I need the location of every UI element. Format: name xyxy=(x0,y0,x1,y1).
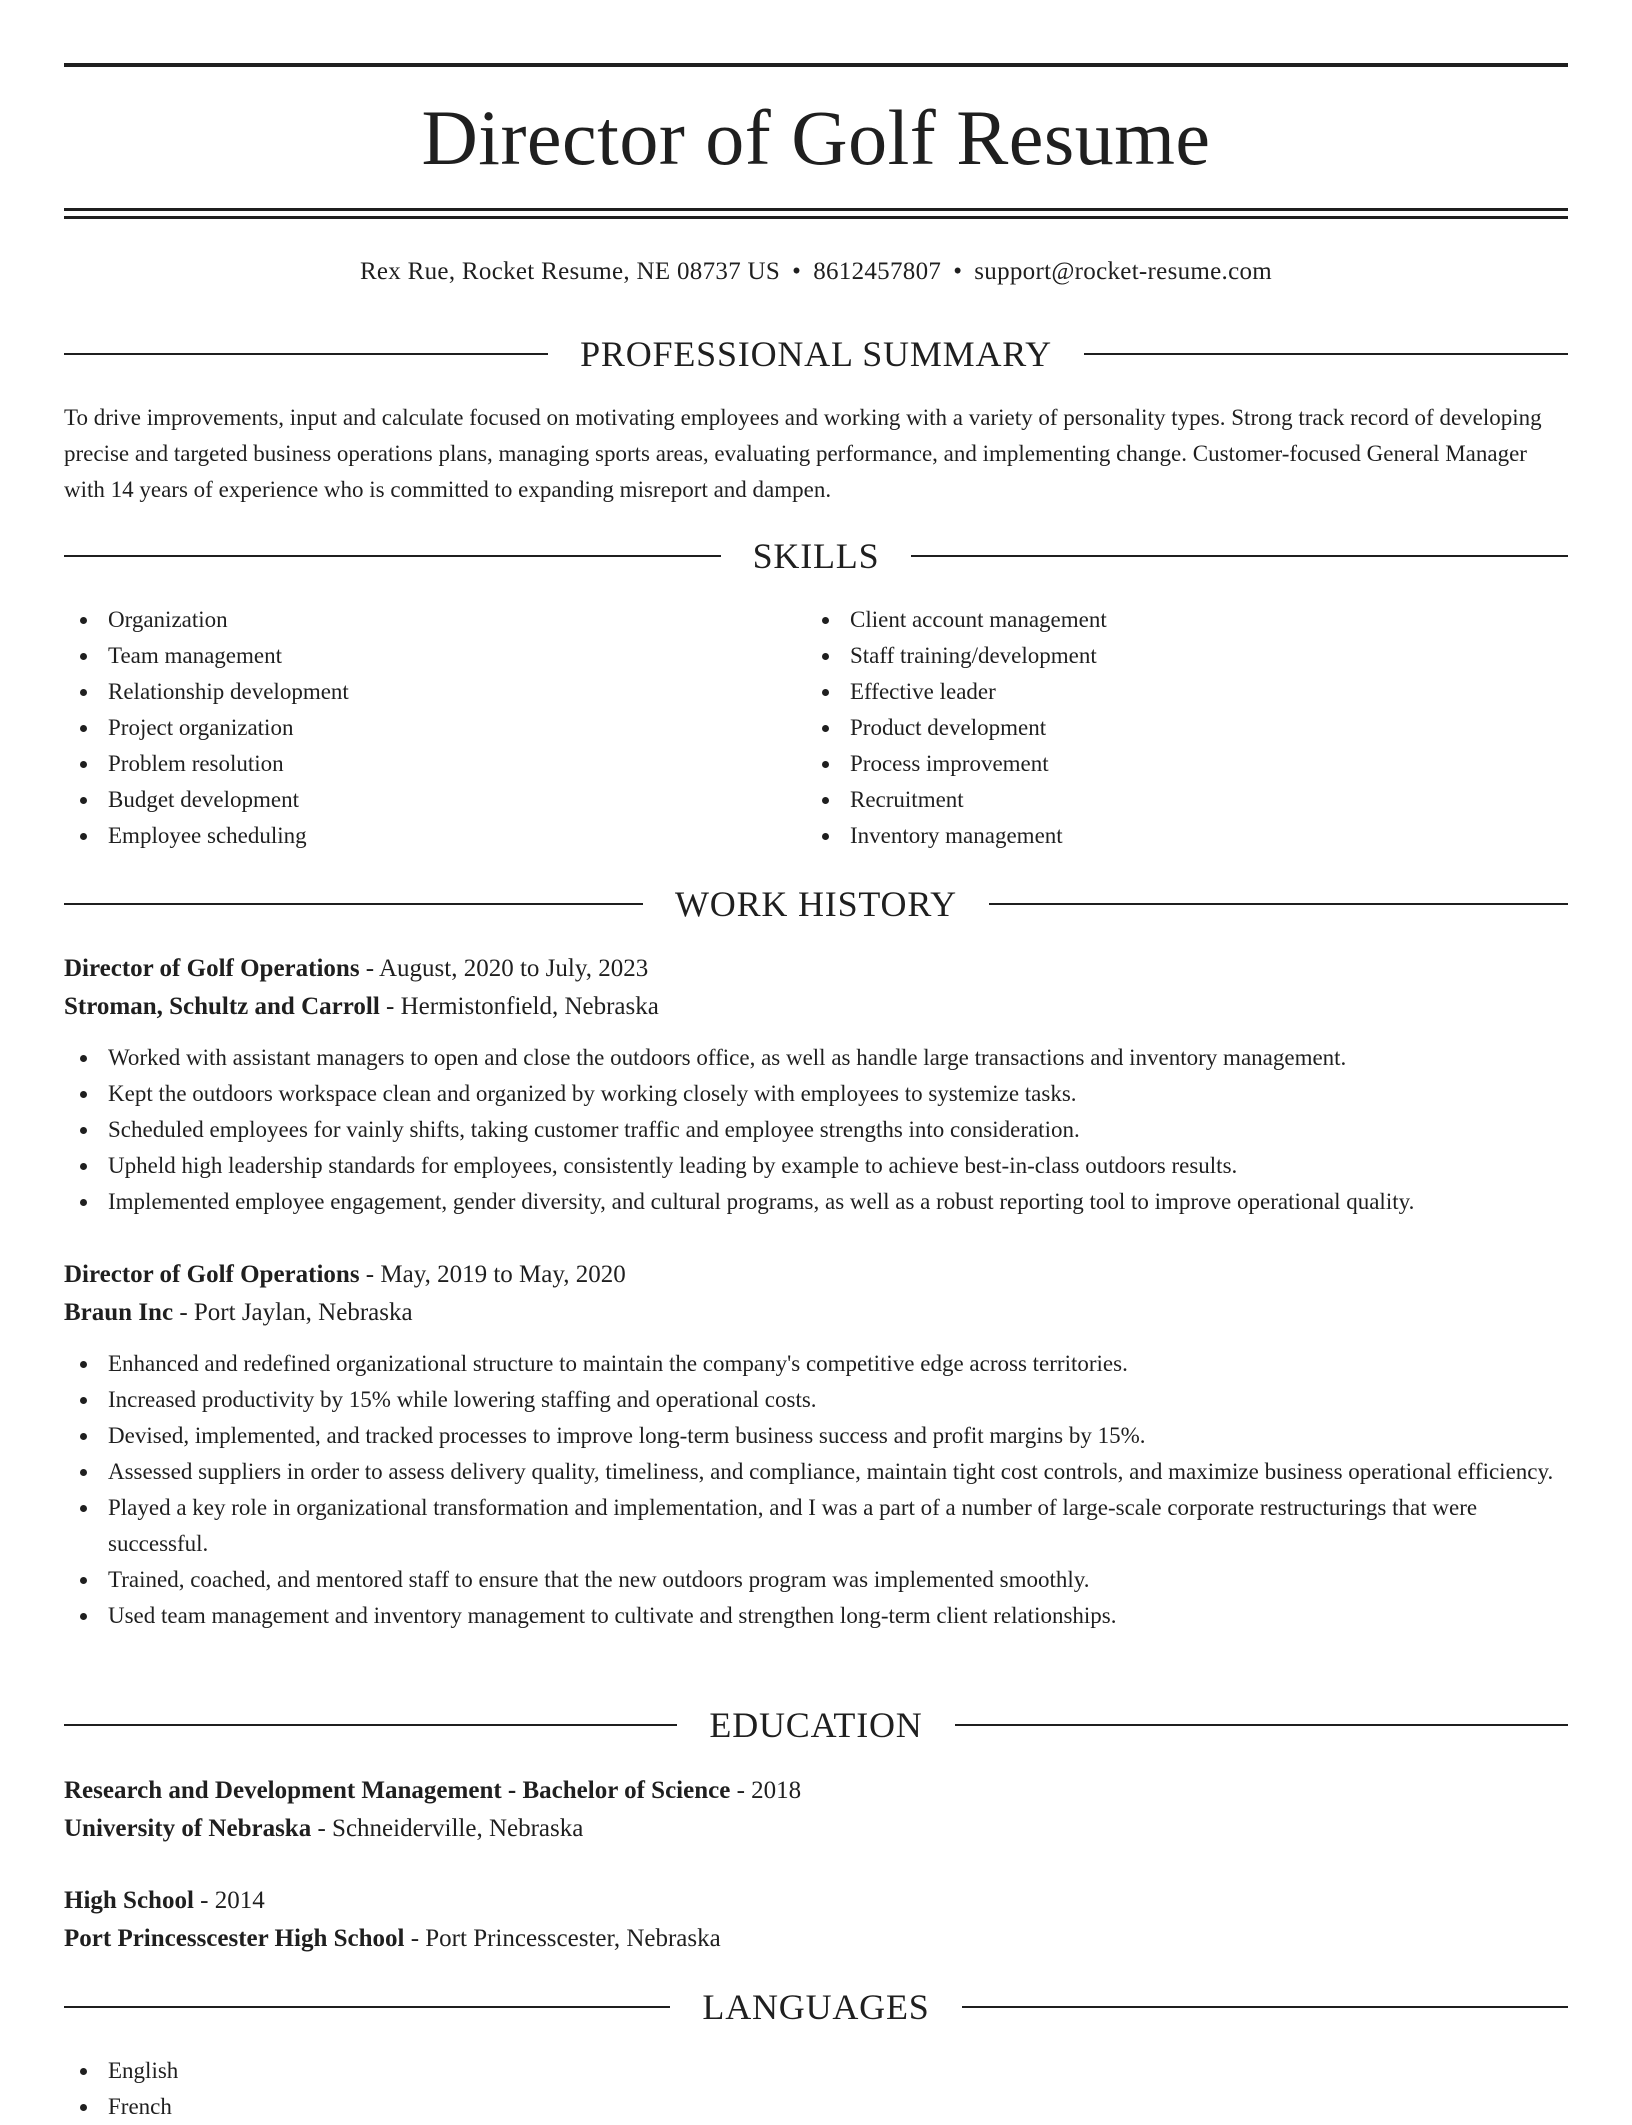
education-school: Port Princesscester High School xyxy=(64,1925,405,1952)
education-degree: High School xyxy=(64,1887,194,1914)
job-title-line xyxy=(64,1256,1568,1294)
skill-item: Employee scheduling xyxy=(64,818,764,854)
job-company: Braun Inc xyxy=(64,1299,174,1326)
page-title: Director of Golf Resume xyxy=(421,94,1211,181)
job-company-line xyxy=(64,1294,1568,1332)
skill-item: Effective leader xyxy=(806,674,1506,710)
section-rule xyxy=(64,1724,677,1726)
section-title: LANGUAGES xyxy=(702,1987,930,2027)
duty-item: Assessed suppliers in order to assess delivery quality, timeliness, and compliance, maintain tight cost controls, and maximize business operational efficiency. xyxy=(64,1454,1568,1490)
skill-item: Inventory management xyxy=(806,818,1506,854)
duty-item: Implemented employee engagement, gender diversity, and cultural programs, as well as a robust reporting tool to improve operational quality. xyxy=(64,1184,1568,1220)
section-rule xyxy=(989,903,1568,905)
section-rule xyxy=(64,903,643,905)
skill-item: Staff training/development xyxy=(806,638,1506,674)
skill-item: Client account management xyxy=(806,602,1506,638)
job-location: - Hermistonfield, Nebraska xyxy=(386,993,659,1020)
education-degree-line xyxy=(64,1882,1568,1920)
education-location: - Schneiderville, Nebraska xyxy=(317,1815,584,1842)
skill-item: Relationship development xyxy=(64,674,764,710)
skill-item: Budget development xyxy=(64,782,764,818)
top-divider xyxy=(64,63,1568,67)
contact-separator: • xyxy=(953,258,963,285)
duty-item: Kept the outdoors workspace clean and organized by working closely with employees to systemize tasks. xyxy=(64,1076,1568,1112)
job-location: - Port Jaylan, Nebraska xyxy=(179,1299,413,1326)
section-header-languages xyxy=(64,1985,1568,2029)
education-school: University of Nebraska xyxy=(64,1815,312,1842)
duty-item: Played a key role in organizational transformation and implementation, and I was a part of a number of large-scale corporate restructurings that were successful. xyxy=(64,1490,1568,1562)
contact-line xyxy=(64,254,1568,290)
education-location: - Port Princesscester, Nebraska xyxy=(410,1925,721,1952)
skill-item: Team management xyxy=(64,638,764,674)
section-header-education xyxy=(64,1703,1568,1747)
job-company-line xyxy=(64,988,1568,1026)
job-entry xyxy=(64,950,1568,1220)
education-degree-line xyxy=(64,1772,1568,1810)
duty-item: Trained, coached, and mentored staff to ensure that the new outdoors program was implemented smoothly. xyxy=(64,1562,1568,1598)
skill-item: Recruitment xyxy=(806,782,1506,818)
job-title-line xyxy=(64,950,1568,988)
job-company: Stroman, Schultz and Carroll xyxy=(64,993,380,1020)
title-divider-lower xyxy=(64,216,1568,219)
section-rule xyxy=(64,2006,670,2008)
section-rule xyxy=(64,555,721,557)
duty-item: Increased productivity by 15% while lowering staffing and operational costs. xyxy=(64,1382,1568,1418)
job-dates: - August, 2020 to July, 2023 xyxy=(365,955,649,982)
duty-item: Upheld high leadership standards for employees, consistently leading by example to achieve best-in-class outdoors results. xyxy=(64,1148,1568,1184)
job-dates: - May, 2019 to May, 2020 xyxy=(365,1261,626,1288)
skills-list-right xyxy=(806,602,1506,854)
education-year: - 2018 xyxy=(736,1777,802,1804)
contact-separator: • xyxy=(792,258,802,285)
duty-item: Scheduled employees for vainly shifts, taking customer traffic and employee strengths into consideration. xyxy=(64,1112,1568,1148)
contact-phone: 8612457807 xyxy=(813,258,942,285)
section-title: PROFESSIONAL SUMMARY xyxy=(580,334,1052,374)
education-entry xyxy=(64,1772,1568,1848)
skill-item: Problem resolution xyxy=(64,746,764,782)
duty-item: Enhanced and redefined organizational structure to maintain the company's competitive edge across territories. xyxy=(64,1346,1568,1382)
section-header-summary xyxy=(64,332,1568,376)
education-degree: Research and Development Management - Bachelor of Science xyxy=(64,1777,731,1804)
section-rule xyxy=(911,555,1568,557)
job-title: Director of Golf Operations xyxy=(64,955,360,982)
education-school-line xyxy=(64,1920,1568,1958)
contact-email: support@rocket-resume.com xyxy=(974,258,1273,285)
job-duties xyxy=(64,1346,1568,1634)
section-header-skills xyxy=(64,534,1568,578)
education-year: - 2014 xyxy=(200,1887,265,1914)
section-rule xyxy=(955,1724,1568,1726)
duty-item: Worked with assistant managers to open and close the outdoors office, as well as handle large transactions and inventory management. xyxy=(64,1040,1568,1076)
section-rule xyxy=(962,2006,1568,2008)
duty-item: Used team management and inventory management to cultivate and strengthen long-term client relationships. xyxy=(64,1598,1568,1634)
languages-list xyxy=(64,2053,1568,2125)
section-header-work xyxy=(64,882,1568,926)
skill-item: Product development xyxy=(806,710,1506,746)
job-entry xyxy=(64,1256,1568,1634)
education-school-line xyxy=(64,1810,1568,1848)
summary-text: To drive improvements, input and calculate focused on motivating employees and working with a variety of personality types. Strong track record of developing precise and targeted business operations plans, managing sports areas, evaluating performance, and implementing change. Customer-focused General Manager with 14 years of experience who is committed to expanding misreport and dampen. xyxy=(64,405,1542,502)
education-entry xyxy=(64,1882,1568,1958)
section-title: WORK HISTORY xyxy=(675,884,957,924)
job-title: Director of Golf Operations xyxy=(64,1261,360,1288)
section-rule xyxy=(64,353,548,355)
section-rule xyxy=(1084,353,1568,355)
job-duties xyxy=(64,1040,1568,1220)
section-title: EDUCATION xyxy=(709,1705,923,1745)
skills-list-left xyxy=(64,602,764,854)
skill-item: Organization xyxy=(64,602,764,638)
contact-address: Rex Rue, Rocket Resume, NE 08737 US xyxy=(359,258,781,285)
skill-item: Process improvement xyxy=(806,746,1506,782)
section-title: SKILLS xyxy=(752,536,880,576)
skill-item: Project organization xyxy=(64,710,764,746)
duty-item: Devised, implemented, and tracked processes to improve long-term business success and profit margins by 15%. xyxy=(64,1418,1568,1454)
language-item: English xyxy=(64,2053,1568,2089)
language-item: French xyxy=(64,2089,1568,2125)
title-divider-upper xyxy=(64,208,1568,211)
